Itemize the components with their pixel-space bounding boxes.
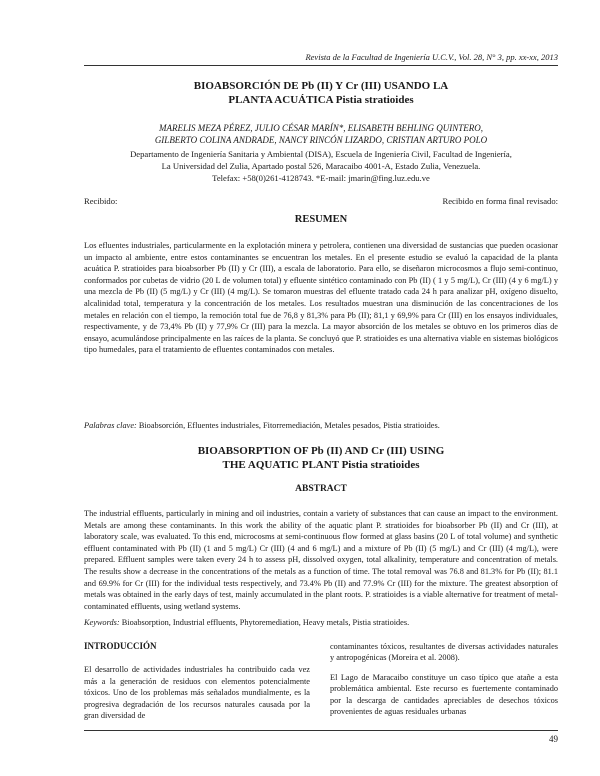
palabras-clave-text: Bioabsorción, Efluentes industriales, Fitorremediación, Metales pesados, Pistia stratioides. xyxy=(136,421,440,430)
palabras-clave-label: Palabras clave: xyxy=(84,421,137,430)
revised-label: Recibido en forma final revisado: xyxy=(442,196,558,206)
affiliation xyxy=(84,148,558,184)
abstract-heading: ABSTRACT xyxy=(295,484,347,494)
spanish-title-line1: BIOABSORCIÓN DE Pb (II) Y Cr (III) USANDO LA xyxy=(193,80,449,92)
authors xyxy=(84,122,558,146)
authors-line1: MARELIS MEZA PÉREZ, JULIO CÉSAR MARÍN*, ELISABETH BEHLING QUINTERO, xyxy=(158,123,484,133)
intro-left-column xyxy=(84,641,310,721)
page-number: 49 xyxy=(549,734,558,744)
affiliation-line2: La Universidad del Zulia, Apartado postal 526, Maracaibo 4001-A, Estado Zulia, Venezuela. xyxy=(161,161,481,171)
affiliation-line1: Departamento de Ingeniería Sanitaria y Ambiental (DISA), Escuela de Ingeniería Civil, Facultad de Ingeniería, xyxy=(130,149,512,159)
intro-left-text: El desarrollo de actividades industriales ha contribuido cada vez más a la generación de residuos con elementos potencialmente tóxicos. Uno de los problemas más señalados mundialmente, es la progresiva degradación de los recursos naturales causada por la gran diversidad de xyxy=(84,665,310,721)
keywords-text: Bioabsorption, Industrial effluents, Phytoremediation, Heavy metals, Pistia stratioides. xyxy=(119,618,410,627)
resumen-text: Los efluentes industriales, particularmente en la explotación minera y petrolera, contienen una diversidad de sustancias que pueden ocasionar un impacto al ambiente, entre estos contaminantes se encuentran los metales. En el presente estudio se evaluó la capacidad de la planta acuática P. stratioides para bioabsorber Pb (II) y Cr (III), a escala de laboratorio. Para ello, se diseñaron microcosmos a flujo semi-continuo, conformados por cubetas de vidrio (20 L de volumen total) y efluente sintético contaminado con Pb (II) ( 1 y 5 mg/L), Cr (III) (4 y 6 mg/L) y una mezcla de Pb (II) (5 mg/L) y Cr (III) (4 mg/L). Se tomaron muestras del efluente tratado cada 24 h para analizar pH, oxígeno disuelto, alcalinidad total, temperatura y la concentración de los metales. Los resultados muestran una disminución de las concentraciones de los metales en relación con el tiempo, la remoción total fue de 76,8 y 81,3% para Pb (II); 81,1 y 69,9% para Cr (III) en los ensayos individuales, respectivamente, y de 73,4% Pb (II) y 77,9% Cr (III) para la mezcla. La mayor absorción de los metales se obtuvo en los primeros días de ensayo, acumulándose principalmente en las raíces de la planta. Se concluyó que P. stratioides es una alternativa viable en sistemas biológicos tipo humedales, para el tratamiento de efluentes contaminados con metales. xyxy=(84,241,558,355)
journal-header: Revista de la Facultad de Ingeniería U.C.V., Vol. 28, N° 3, pp. xx-xx, 2013 xyxy=(305,52,558,62)
header-rule xyxy=(84,65,558,66)
footer-rule xyxy=(84,730,558,731)
spanish-title xyxy=(84,79,558,107)
palabras-clave xyxy=(84,420,558,432)
received-label: Recibido: xyxy=(84,196,118,206)
intro-right-text-2: El Lago de Maracaibo constituye un caso típico que atañe a esta problemática ambiental. Este recurso es fuertemente contaminado por la descarga de cantidades apreciables de desechos tóxicos provenientes de aguas residuales urbanas xyxy=(330,672,558,717)
intro-right-text-1: contaminantes tóxicos, resultantes de diversas actividades naturales y antropogénicas (Moreira et al. 2008). xyxy=(330,642,558,663)
authors-line2: GILBERTO COLINA ANDRADE, NANCY RINCÓN LIZARDO, CRISTIAN ARTURO POLO xyxy=(154,135,488,145)
intro-right-column xyxy=(330,641,558,717)
abstract-text: The industrial effluents, particularly in mining and oil industries, contain a variety of substances that can cause an impact to the environment. Metals are among these contaminants. In this work the ability of the aquatic plant P. stratioides for bioabsorber Pb (II) and Cr (III), at laboratory scale, was evaluated. To this end, microcosms at semi-continuous flow formed at glass basins (20 L of total volume) and synthetic effluent contaminated with Pb (II) (1 and 5 mg/L) Cr (III) (4 and 6 mg/L) and a mixture of Pb (II) (5 mg/L) and Cr (III) (4 mg/L), were prepared. Effluent samples were taken every 24 h to assess pH, dissolved oxygen, total alkalinity, temperature and concentration of metals. The results show a decrease in the concentrations of the metals as a function of time. The total removal was 76.8 and 81.3% for Pb (II); 81.1 and 69.9% for Cr (III) for the individual tests respectively, and 73.4% Pb (II) and 77.9% Cr (III) for the mixture. The greatest absorption of metals was obtained in the early days of test, mainly accumulated in the plant roots. P. stratioides is a viable alternative for treatment of metal-contaminated effluents, using wetland systems. xyxy=(84,509,558,611)
english-title-line1: BIOABSORPTION OF Pb (II) AND Cr (III) USING xyxy=(197,445,445,457)
resumen-heading: RESUMEN xyxy=(294,214,348,225)
affiliation-line3: Telefax: +58(0)261-4128743. *E-mail: jmarin@fing.luz.edu.ve xyxy=(212,173,430,183)
english-title xyxy=(84,444,558,472)
keywords-label: Keywords: xyxy=(84,618,120,627)
spanish-title-line2: PLANTA ACUÁTICA Pistia stratioides xyxy=(228,94,414,106)
keywords xyxy=(84,617,558,629)
english-title-line2: THE AQUATIC PLANT Pistia stratioides xyxy=(222,459,420,471)
intro-heading: INTRODUCCIÓN xyxy=(84,641,157,651)
